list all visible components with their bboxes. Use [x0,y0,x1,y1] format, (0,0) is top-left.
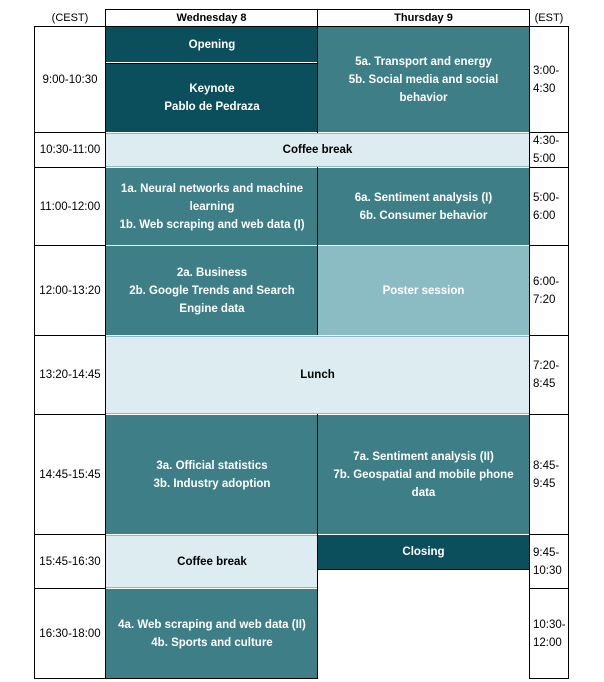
time-cest-slot-4: 12:00-13:20 [34,245,106,336]
day-header-wednesday: Wednesday 8 [105,9,318,27]
closing-bottom-border [318,569,530,570]
session-7 [318,415,529,534]
session-keynote [106,63,318,132]
session-4 [106,589,318,678]
time-cest-slot-6: 14:45-15:45 [34,414,106,535]
cest-timezone-label: (CEST) [51,12,89,24]
time-est-slot-4: 6:00- 7:20 [529,245,569,336]
session-5 [318,27,529,132]
session-4b: 4b. Sports and culture [151,636,273,649]
session-4a: 4a. Web scraping and web data (II) [118,618,306,631]
wednesday-bottom-border [105,678,318,679]
time-est-slot-7: 9:45- 10:30 [529,534,569,589]
session-1a: 1a. Neural networks and machine learning [120,182,304,213]
session-6b: 6b. Consumer behavior [359,209,488,222]
session-3a: 3a. Official statistics [156,459,268,472]
session-2a: 2a. Business [176,266,248,279]
coffee-break-morning [106,133,529,167]
session-opening-label: Opening [188,38,236,51]
session-2 [106,246,318,335]
est-timezone-label: (EST) [534,12,564,24]
keynote-title: Keynote [189,83,235,95]
session-poster [318,246,529,335]
time-cest-slot-1: 9:00-10:30 [34,26,106,133]
session-1 [106,168,318,245]
day-divider-2 [317,167,318,335]
session-2b: 2b. Google Trends and Search Engine data [129,284,295,315]
session-3b: 3b. Industry adoption [153,477,271,490]
coffee-break-afternoon [106,535,318,588]
session-6 [318,168,529,245]
session-3 [106,415,318,534]
session-5b: 5b. Social media and social behavior [348,73,499,104]
session-1b: 1b. Web scraping and web data (I) [119,218,305,231]
time-est-slot-1: 3:00- 4:30 [529,26,569,133]
day-header-thursday: Thursday 9 [317,9,530,27]
session-7a: 7a. Sentiment analysis (II) [353,450,494,463]
coffee-break-afternoon-label: Coffee break [177,555,247,568]
time-est-slot-5: 7:20- 8:45 [529,335,569,415]
time-cest-slot-5: 13:20-14:45 [34,335,106,415]
lunch-label: Lunch [300,369,335,381]
time-est-slot-6: 8:45- 9:45 [529,414,569,535]
time-cest-slot-3: 11:00-12:00 [34,167,106,246]
day-divider-1 [317,26,318,133]
session-7b: 7b. Geospatial and mobile phone data [333,468,514,499]
session-5a: 5a. Transport and energy [355,55,492,68]
time-est-slot-8: 10:30- 12:00 [529,588,569,679]
keynote-speaker: Pablo de Pedraza [164,101,260,113]
poster-session-label: Poster session [382,284,465,297]
closing-label: Closing [402,546,445,558]
time-est-slot-2: 4:30- 5:00 [529,132,569,168]
lunch-break [106,336,529,414]
time-cest-slot-2: 10:30-11:00 [34,132,106,168]
session-6a: 6a. Sentiment analysis (I) [354,191,493,204]
day-divider-3 [317,414,318,679]
session-closing [318,535,529,569]
time-cest-slot-8: 16:30-18:00 [34,588,106,679]
time-cest-slot-7: 15:45-16:30 [34,534,106,589]
coffee-break-morning-label: Coffee break [282,144,353,156]
session-opening [106,27,318,62]
time-est-slot-3: 5:00- 6:00 [529,167,569,246]
